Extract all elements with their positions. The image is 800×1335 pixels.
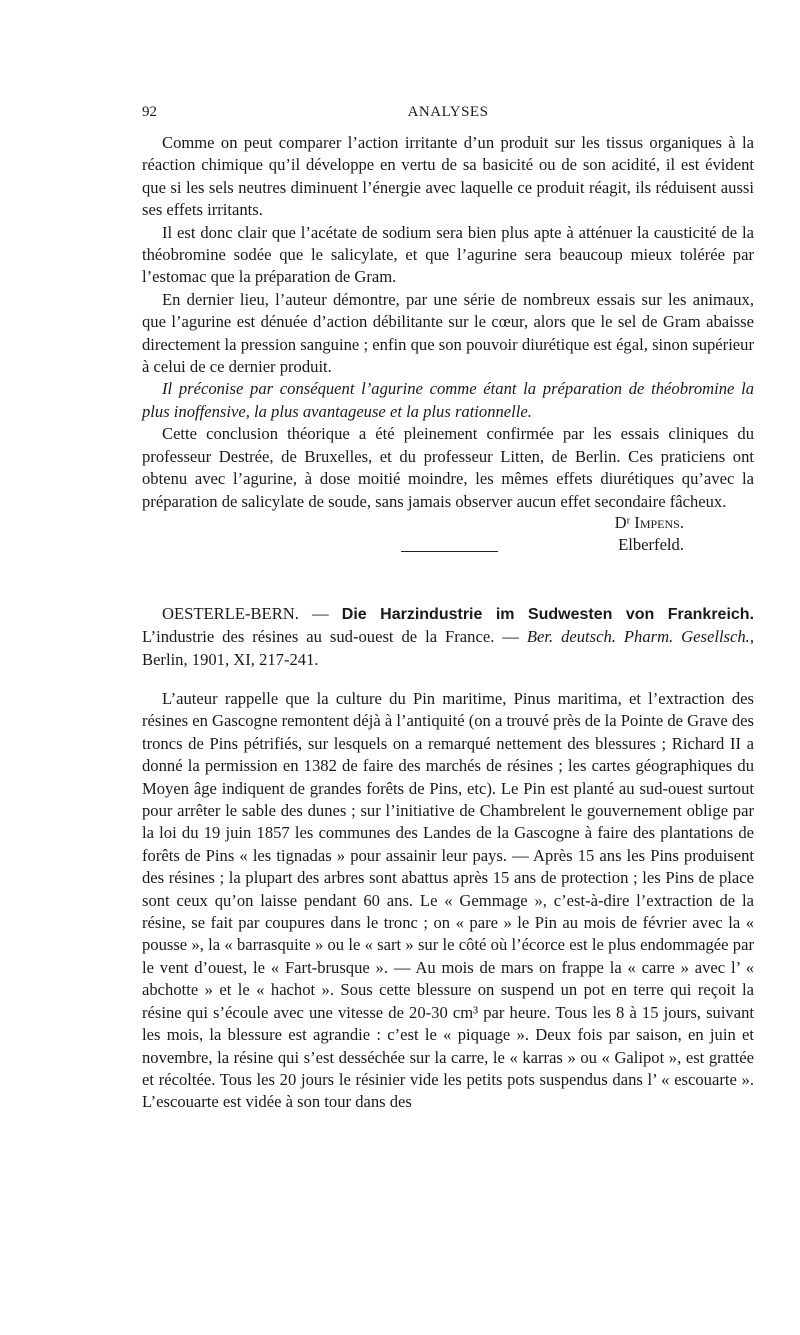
paragraph: Il est donc clair que l’acétate de sodium sera bien plus apte à atténuer la causticité de la théobromine sodée que le salicylate, et que l’agurine sera beaucoup mieux tolérée par l’estomac que la préparation de Gram. — [142, 222, 754, 287]
signature-author: Dʳ Impens. — [614, 513, 684, 532]
paragraph: Comme on peut comparer l’action irritante d’un produit sur les tissus organiques à la réaction chimique qu’il développe en vertu de sa basicité ou de son acidité, il est évident que si les sels neutres diminuent l’énergie avec laquelle ce produit réagit, ils réduisent aussi ses effets irritants. — [142, 133, 754, 220]
paragraph: Cette conclusion théorique a été pleinement confirmée par les essais cliniques du professeur Destrée, de Bruxelles, et du professeur Litten, de Berlin. Ces praticiens ont obtenu avec l’agurine, à dose moitié moindre, les mêmes effets diurétiques qu’avec la préparation de salicylate de soude, sans jamais observer aucun effet secondaire fâcheux. — [142, 424, 754, 511]
paragraph: L’auteur rappelle que la culture du Pin maritime, Pinus maritima, et l’extraction des résines en Gascogne remontent déjà à l’antiquité (on a trouvé près de la Pointe de Grave des troncs de Pins pétrifiés, sur lesquels on a remarqué nettement des blessures ; Richard II a donné la permission en 1382 de faire des marchés de résines ; les cartes géographiques du Moyen âge indiquent de grandes forêts de Pins, etc). Le Pin est planté au sud-ouest surtout pour arrêter le sable des dunes ; sur l’initiative de Chambrelent le gouvernement oblige par la loi du 19 juin 1857 les communes des Landes de la Gascogne à faire des plantations de forêts de Pins « les tignadas » pour assainir leur pays. — Après 15 ans les Pins produisent des résines ; la plupart des arbres sont abattus après 15 ans de protection ; les Pins de place sont ceux qu’on laisse pendant 60 ans. Le « Gemmage », c’est-à-dire l’extraction de la résine, se fait par coupures dans le tronc ; on « pare » le Pin au mois de février avec la « pousse », la « barrasquite » ou le « sart » sur le côté où l’écorce est le plus endommagée par le vent d’ouest, le « Fart-brusque ». — Au mois de mars on frappe la « carre » avec l’ « abchotte » et le « hachot ». Sous cette blessure on suspend un pot en terre qui reçoit la résine qui s’écoule avec une vitesse de 20-30 cm³ par heure. Tous les 8 à 15 jours, suivant les mois, la blessure est agrandie : c’est le « piquage ». Deux fois par saison, en juin et novembre, la résine qui s’est desséchée sur la carre, le « karras » ou « Galipot », est grattée et récoltée. Tous les 20 jours le résinier vide les petits pots suspendus dans l’ « escouarte ». L’escouarte est vidée à son tour dans des — [142, 689, 754, 1112]
ref-title: Die Harzindustrie im Sudwesten von Frankreich. — [341, 606, 755, 623]
section-divider — [401, 551, 498, 552]
running-title: ANALYSES — [407, 104, 489, 120]
ref-dash: — — [298, 604, 342, 623]
page-number: 92 — [142, 104, 157, 120]
ref-author: OESTERLE-BERN. — [162, 604, 299, 623]
paragraph: En dernier lieu, l’auteur démontre, par une série de nombreux essais sur les animaux, que l’agurine est dénuée d’action débilitante sur le cœur, alors que le sel de Gram abaisse directement la pression sanguine ; enfin que son pouvoir diurétique est égal, sinon supérieur à celui de ce dernier produit. — [142, 289, 754, 377]
ref-translation: L’industrie des résines au sud-ouest de la France. — — [142, 627, 527, 647]
article-2-reference — [142, 603, 754, 671]
ref-journal: Ber. deutsch. Pharm. Gesellsch. — [526, 627, 750, 647]
paragraph-italic: Il préconise par conséquent l’agurine comme étant la préparation de théobromine la plus inoffensive, la plus avantageuse et la plus rationnelle. — [142, 379, 754, 421]
running-header — [142, 104, 754, 126]
article-2-body — [142, 688, 754, 1114]
article-1-body — [142, 132, 754, 513]
signature-place: Elberfeld. — [618, 535, 684, 555]
ref-citation: , Berlin, 1901, XI, 217-241. — [142, 627, 754, 669]
